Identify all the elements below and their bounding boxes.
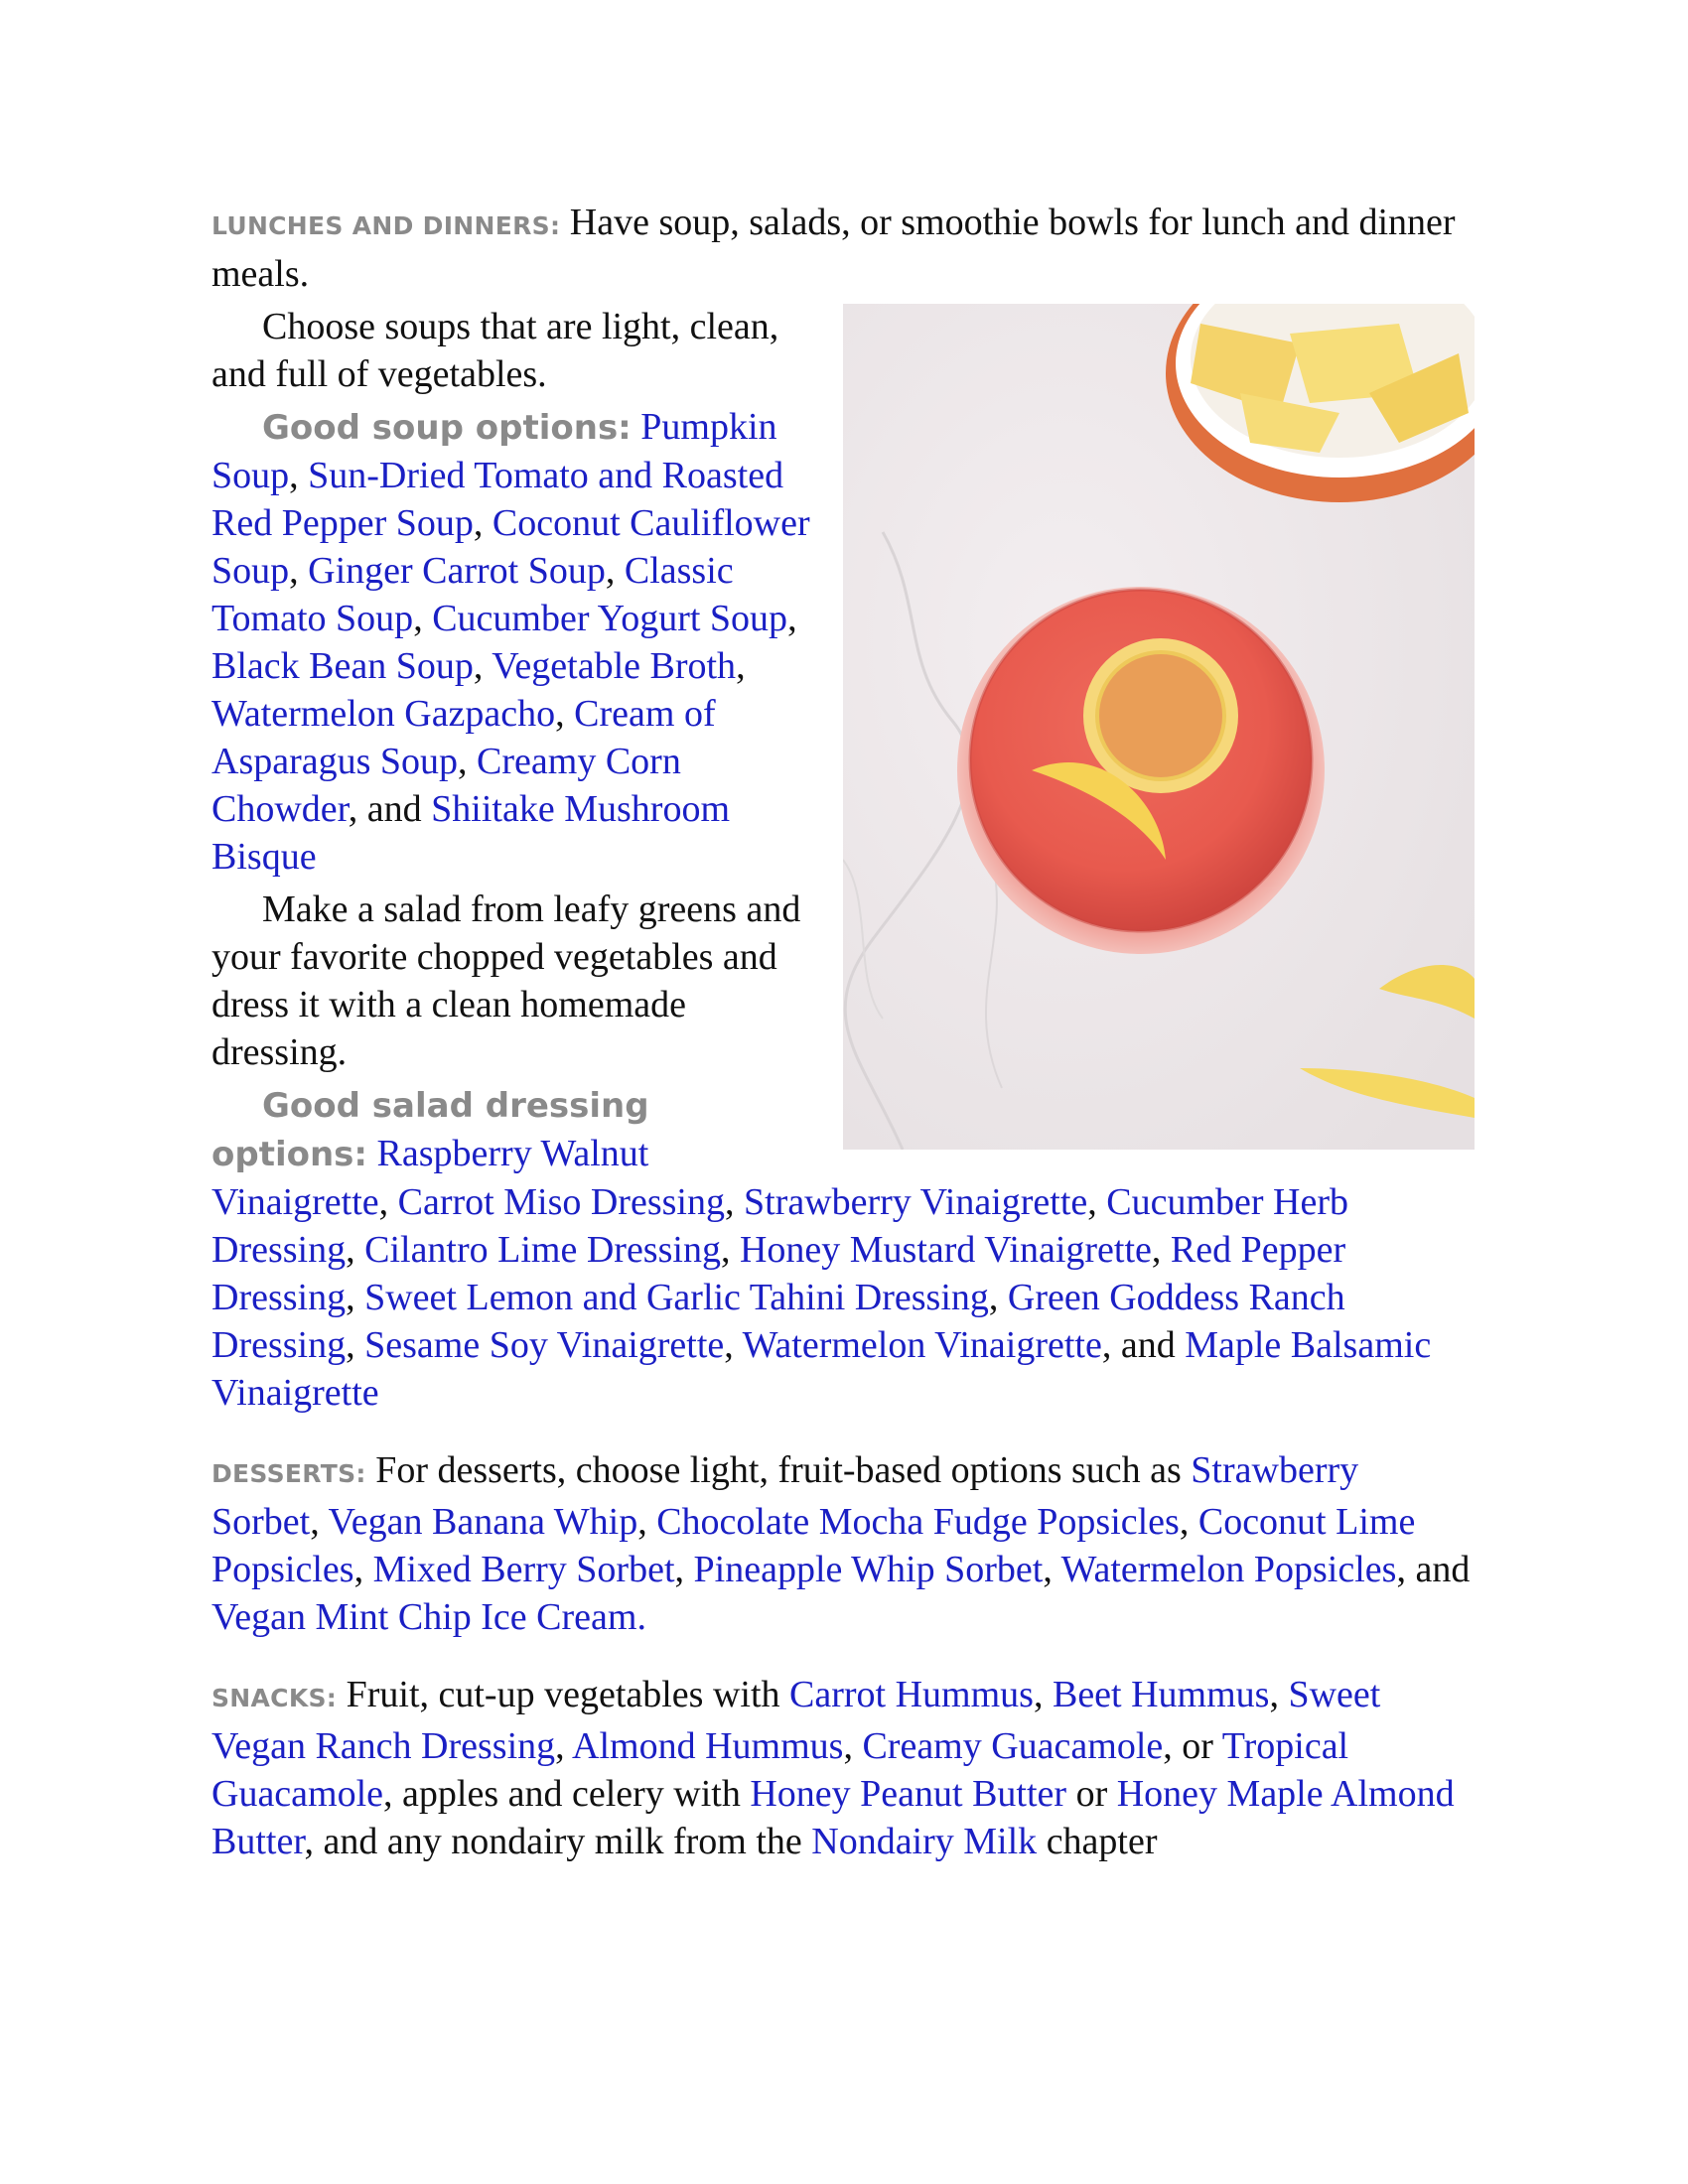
- dessert-link[interactable]: Strawberry Sorbet: [211, 1449, 1359, 1543]
- separator: ,: [346, 1229, 365, 1271]
- snacks-text: , and any nondairy milk from the: [304, 1821, 812, 1862]
- smoothie-photo: [843, 304, 1475, 1150]
- soup-link[interactable]: Black Bean Soup: [211, 645, 474, 687]
- separator: ,: [289, 455, 309, 496]
- separator: ,: [1269, 1674, 1289, 1715]
- separator: ,: [988, 1277, 1008, 1318]
- soup-link[interactable]: Cucumber Yogurt Soup: [432, 598, 788, 639]
- separator: ,: [724, 1181, 744, 1223]
- soups-intro: Choose soups that are light, clean, and full of vegetables.: [211, 306, 779, 395]
- soup-link[interactable]: Coconut Cauliflower Soup: [211, 502, 810, 592]
- separator: ,: [1151, 1229, 1171, 1271]
- snacks-paragraph: [211, 1671, 1475, 1865]
- dressing-link[interactable]: Honey Mustard Vinaigrette: [739, 1229, 1152, 1271]
- separator: ,: [843, 1725, 863, 1767]
- separator: ,: [353, 1549, 373, 1590]
- snack-link[interactable]: Nondairy Milk: [811, 1821, 1038, 1862]
- separator: ,: [346, 1277, 365, 1318]
- separator: , or: [1163, 1725, 1222, 1767]
- separator: ,: [637, 1501, 657, 1543]
- salad-intro: Make a salad from leafy greens and your favorite chopped vegetables and dress it with a clean homemade dressing.: [211, 888, 801, 1073]
- snack-link[interactable]: Honey Peanut Butter: [750, 1773, 1067, 1815]
- snacks-text: chapter: [1037, 1821, 1158, 1862]
- separator: ,: [458, 741, 478, 782]
- dessert-link[interactable]: Vegan Banana Whip: [328, 1501, 638, 1543]
- separator: ,: [724, 1324, 743, 1366]
- dressing-link[interactable]: Maple Balsamic Vinaigrette: [211, 1324, 1432, 1414]
- separator: ,: [555, 1725, 573, 1767]
- separator: ,: [473, 645, 492, 687]
- snacks-text: Fruit, cut-up vegetables with: [337, 1674, 790, 1715]
- dressing-link[interactable]: Strawberry Vinaigrette: [743, 1181, 1088, 1223]
- snack-link[interactable]: Beet Hummus: [1052, 1674, 1270, 1715]
- dessert-link[interactable]: Watermelon Popsicles: [1060, 1549, 1397, 1590]
- dessert-link[interactable]: Pineapple Whip Sorbet: [693, 1549, 1044, 1590]
- separator: ,: [736, 645, 746, 687]
- separator: ,: [413, 598, 433, 639]
- separator: ,: [289, 550, 309, 592]
- document-page: [211, 199, 1475, 1865]
- separator: ,: [787, 598, 797, 639]
- snack-link[interactable]: Carrot Hummus: [789, 1674, 1034, 1715]
- soup-link[interactable]: Ginger Carrot Soup: [308, 550, 606, 592]
- soup-link[interactable]: Sun-Dried Tomato and Roasted Red Pepper Soup: [211, 455, 784, 544]
- desserts-label: DESSERTS:: [211, 1459, 366, 1488]
- snacks-label: SNACKS:: [211, 1684, 338, 1712]
- separator: , and: [1101, 1324, 1186, 1366]
- snacks-text: or: [1066, 1773, 1117, 1815]
- dressing-options-label: Good salad dressing options:: [211, 1086, 649, 1174]
- dessert-link[interactable]: Vegan Mint Chip Ice Cream.: [211, 1596, 646, 1638]
- separator: ,: [310, 1501, 329, 1543]
- separator: ,: [555, 693, 575, 735]
- soup-link[interactable]: Classic Tomato Soup: [211, 550, 734, 639]
- snack-link[interactable]: Sweet Vegan Ranch Dressing: [211, 1674, 1381, 1767]
- dressing-link[interactable]: Red Pepper Dressing: [211, 1229, 1346, 1318]
- dressing-link[interactable]: Sweet Lemon and Garlic Tahini Dressing: [364, 1277, 989, 1318]
- separator: ,: [378, 1181, 398, 1223]
- soup-options-label: Good soup options:: [262, 408, 632, 448]
- dessert-link[interactable]: Chocolate Mocha Fudge Popsicles: [656, 1501, 1180, 1543]
- dressing-link[interactable]: Green Goddess Ranch Dressing: [211, 1277, 1345, 1366]
- soup-link[interactable]: Creamy Corn Chowder: [211, 741, 681, 830]
- separator: ,: [1179, 1501, 1198, 1543]
- desserts-text: For desserts, choose light, fruit-based options such as: [365, 1449, 1192, 1491]
- separator: ,: [346, 1324, 365, 1366]
- lunches-text: Have soup, salads, or smoothie bowls for lunch and dinner meals.: [211, 202, 1456, 295]
- dressing-link[interactable]: Sesame Soy Vinaigrette: [364, 1324, 725, 1366]
- lunches-label: LUNCHES AND DINNERS:: [211, 211, 561, 240]
- dessert-link[interactable]: Coconut Lime Popsicles: [211, 1501, 1416, 1590]
- dressing-link[interactable]: Watermelon Vinaigrette: [742, 1324, 1102, 1366]
- snack-link[interactable]: Creamy Guacamole: [862, 1725, 1164, 1767]
- separator: , and: [1396, 1549, 1471, 1590]
- dessert-link[interactable]: Mixed Berry Sorbet: [372, 1549, 675, 1590]
- separator: ,: [720, 1229, 740, 1271]
- soup-link[interactable]: Vegetable Broth: [492, 645, 737, 687]
- soup-link[interactable]: Pumpkin Soup: [211, 406, 777, 496]
- separator: ,: [605, 550, 625, 592]
- desserts-paragraph: [211, 1446, 1475, 1641]
- dressing-link[interactable]: Cucumber Herb Dressing: [211, 1181, 1349, 1271]
- separator: ,: [473, 502, 492, 544]
- separator: ,: [1087, 1181, 1107, 1223]
- soup-link[interactable]: Watermelon Gazpacho: [211, 693, 556, 735]
- lunches-paragraph: [211, 199, 1475, 298]
- separator: ,: [674, 1549, 694, 1590]
- snacks-text: , apples and celery with: [383, 1773, 751, 1815]
- snack-link[interactable]: Tropical Guacamole: [211, 1725, 1349, 1815]
- separator: ,: [1043, 1549, 1061, 1590]
- soup-link[interactable]: Shiitake Mushroom Bisque: [211, 788, 730, 878]
- snack-link[interactable]: Almond Hummus: [572, 1725, 844, 1767]
- separator: , and: [348, 788, 432, 830]
- snack-link[interactable]: Honey Maple Almond Butter: [211, 1773, 1455, 1862]
- soup-link[interactable]: Cream of Asparagus Soup: [211, 693, 716, 782]
- dressing-link[interactable]: Cilantro Lime Dressing: [364, 1229, 721, 1271]
- dressing-link[interactable]: Carrot Miso Dressing: [397, 1181, 725, 1223]
- separator: ,: [1033, 1674, 1053, 1715]
- dressing-link[interactable]: Raspberry Walnut Vinaigrette: [211, 1133, 649, 1223]
